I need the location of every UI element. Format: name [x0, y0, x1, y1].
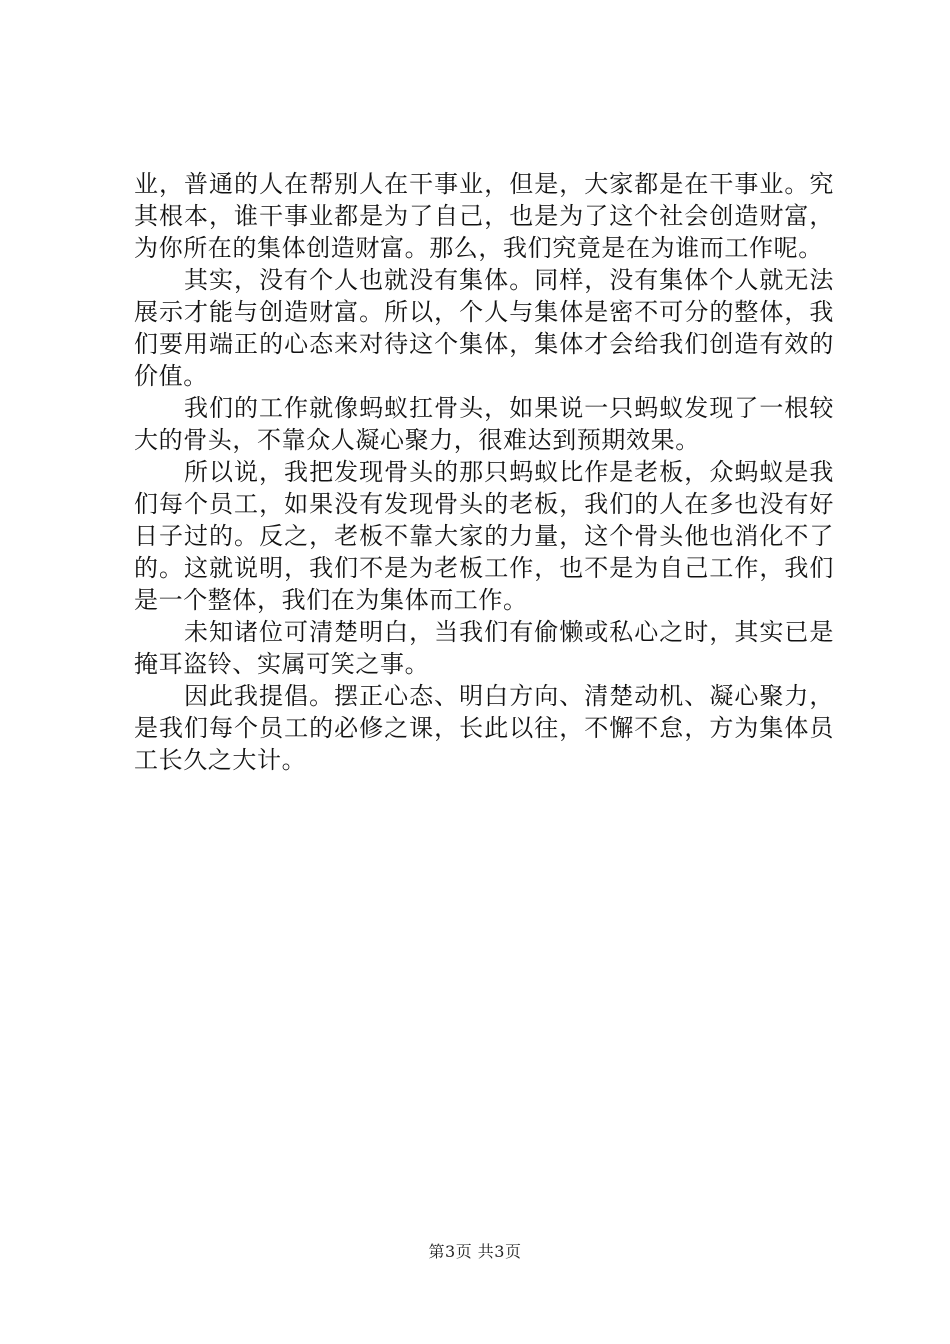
paragraph-2: 其实，没有个人也就没有集体。同样，没有集体个人就无法展示才能与创造财富。所以，个人与集体是密不可分的整体，我们要用端正的心态来对待这个集体，集体才会给我们创造有效的价值。: [134, 266, 834, 390]
paragraph-5: 未知诸位可清楚明白，当我们有偷懒或私心之时，其实已是掩耳盗铃、实属可笑之事。: [134, 618, 834, 678]
paragraph-4: 所以说，我把发现骨头的那只蚂蚁比作是老板，众蚂蚁是我们每个员工，如果没有发现骨头的老板，我们的人在多也没有好日子过的。反之，老板不靠大家的力量，这个骨头他也消化不了的。这就说明，我们不是为老板工作，也不是为自己工作，我们是一个整体，我们在为集体而工作。: [134, 458, 834, 614]
paragraph-3: 我们的工作就像蚂蚁扛骨头，如果说一只蚂蚁发现了一根较大的骨头，不靠众人凝心聚力，很难达到预期效果。: [134, 394, 834, 454]
page-number-footer: 第3页 共3页: [428, 1242, 522, 1261]
paragraph-6: 因此我提倡。摆正心态、明白方向、清楚动机、凝心聚力，是我们每个员工的必修之课，长此以往，不懈不怠，方为集体员工长久之大计。: [134, 682, 834, 774]
document-body: [134, 168, 834, 776]
paragraph-1: 业，普通的人在帮别人在干事业，但是，大家都是在干事业。究其根本，谁干事业都是为了自己，也是为了这个社会创造财富，为你所在的集体创造财富。那么，我们究竟是在为谁而工作呢。: [134, 170, 834, 262]
